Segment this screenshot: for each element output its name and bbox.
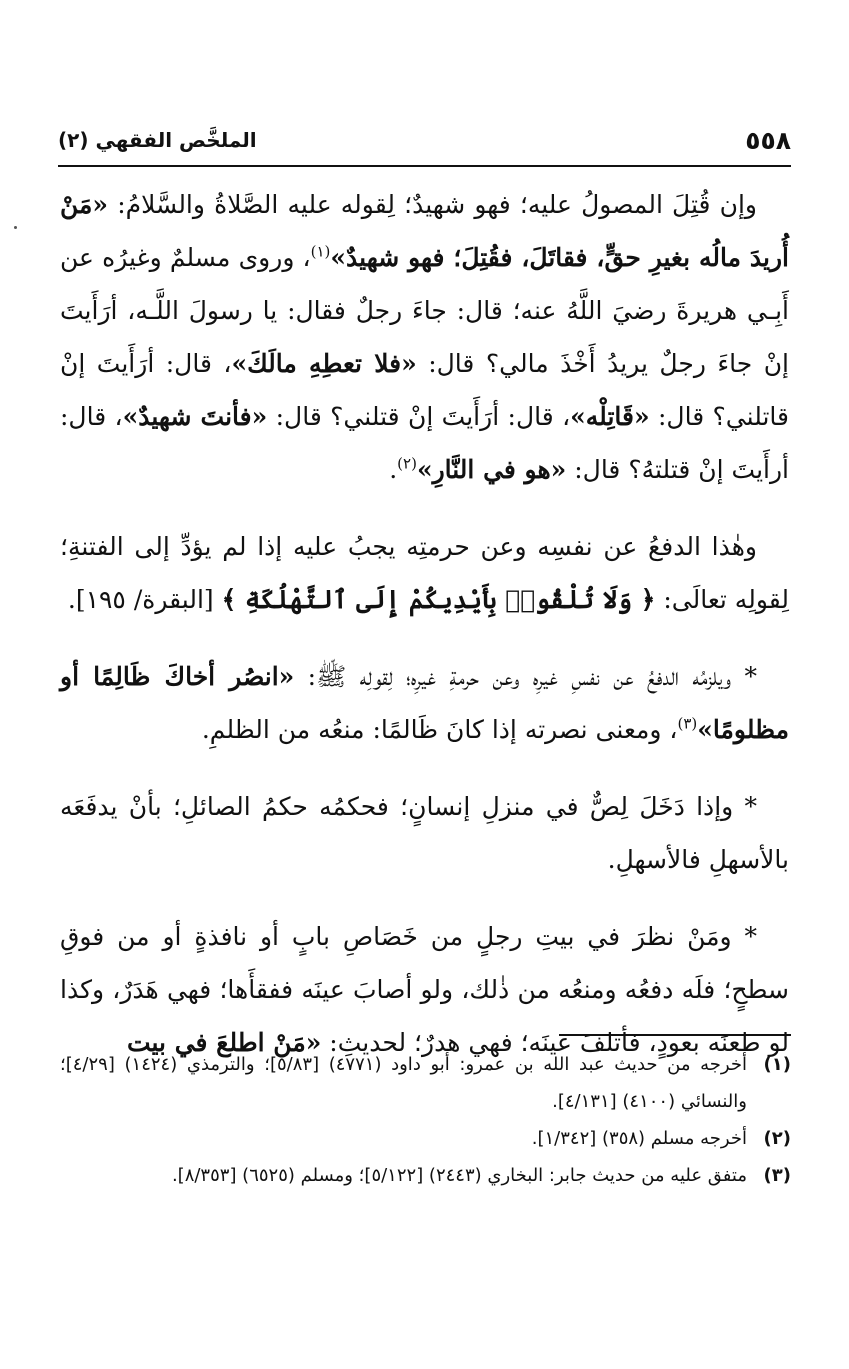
paragraph [60,520,789,626]
paragraph-text: ، ومعنى نصرته إذا كانَ ظَالمًا: منعُه من الظلمِ. [201,715,678,744]
hadith-quote: «فأنتَ شهيدٌ» [122,402,268,431]
footnote [60,1120,791,1157]
paragraph [60,780,789,886]
footnote-number: (٢) [763,1128,791,1149]
footnote-number: (١) [763,1054,791,1075]
hadith-quote: «هو في النَّارِ» [416,455,567,484]
footnote-text: متفق عليه من حديث جابر: البخاري (٢٤٤٣) [٥/١٢٢]؛ ومسلم (٦٥٢٥) [٨/٣٥٣]. [171,1165,747,1186]
paragraph-text: ، وروى مسلمٌ وغيرُه عن أَبِـي هريرةَ رضيَ اللَّهُ عنه؛ قال: جاءَ رجلٌ فقال: يا رسولَ اللَّـه، أرَأَيتَ إنْ جاءَ رجلٌ يريدُ أَخْذَ مالي؟ قال: [60,243,790,378]
footnote-text: أخرجه مسلم (٣٥٨) [١/٣٤٢]. [531,1128,747,1149]
footnote-reference: (٣) [677,714,698,733]
footnote-rule [559,1034,791,1036]
footnote-number: (٣) [763,1165,791,1186]
hadith-quote: «مَنْ اطلعَ في بيت [126,1028,322,1057]
hadith-quote: «مَنْ أُريدَ مالُه بغيرِ حقٍّ، فقاتَلَ، فقُتِلَ؛ فهو شهيدٌ» [60,190,789,272]
hadith-quote: «فلا تعطِهِ مالَكَ» [231,349,417,378]
footnote-reference: (١) [310,242,331,261]
page-number: ٥٥٨ [745,125,791,155]
paragraph-text: * ويلزمُه الدفعُ عن نفسِ غيرِه وعن حرمةِ غيرِه؛ لِقولِه ﷺ: [294,662,757,691]
footnote [60,1157,791,1194]
footnote-reference: (٢) [397,454,417,473]
paragraph-text: وهٰذا الدفعُ عن نفسِه وعن حرمتِه يجبُ عليه إذا لم يؤدِّ إلى الفتنةِ؛ لِقولِه تعالَى: [60,532,789,614]
paragraph-text: ، قال: أرَأَيتَ إنْ قاتلني؟ قال: [60,349,789,431]
paragraph-text: * ومَنْ نظرَ في بيتِ رجلٍ من خَصَاصِ بابٍ أو نافذةٍ أو من فوقِ سطحٍ؛ فلَه دفعُه ومنعُه من ذٰلك، ولو أصابَ عينَه ففقأَها؛ فهي هَدَرٌ، وكذا لو طعنَه بعودٍ، فأتلفَ عينَه؛ فهي هدرٌ؛ لحديثِ: [60,922,789,1057]
header-rule [58,165,791,167]
paragraph-text: . [389,455,398,484]
body-text [60,178,789,1069]
hadith-quote: «قَاتِلْه» [570,402,650,431]
footnote [60,1046,791,1120]
running-title: الملخَّص الفقهي (٢) [58,128,257,152]
footnote-text: أخرجه من حديث عبد الله بن عمرو: أبو داود (٤٧٧١) [٥/٨٣]؛ والترمذي (١٤٢٤) [٤/٢٩]؛ والنسائي (٤١٠٠) [٤/١٣١]. [60,1054,747,1112]
margin-speck [14,226,17,229]
paragraph [60,650,789,756]
footnotes [60,1046,791,1194]
paragraph-text: وإن قُتِلَ المصولُ عليه؛ فهو شهيدٌ؛ لِقوله عليه الصَّلاةُ والسَّلامُ: [108,190,757,219]
paragraph-text: * وإذا دَخَلَ لِصٌّ في منزلِ إنسانٍ؛ فحكمُه حكمُ الصائلِ؛ بأنْ يدفَعَه بالأسهلِ فالأسهلِ. [60,792,789,874]
paragraph-text: [البقرة/ ١٩٥]. [67,585,222,614]
paragraph-text: ، قال: أرأَيتَ إنْ قتلتهُ؟ قال: [60,402,789,484]
paragraph [60,178,789,496]
paragraph-text: ، قال: أرَأَيتَ إنْ قتلني؟ قال: [267,402,571,431]
page-header [58,118,791,162]
hadith-quote: «انصُر أخاكَ ظَالِمًا أو مظلومًا» [60,662,789,744]
quran-verse: ﴿ وَلَا تُلْقُوا۟ بِأَيْدِيكُمْ إِلَى ٱلتَّهْلُكَةِ ﴾ [221,585,656,614]
